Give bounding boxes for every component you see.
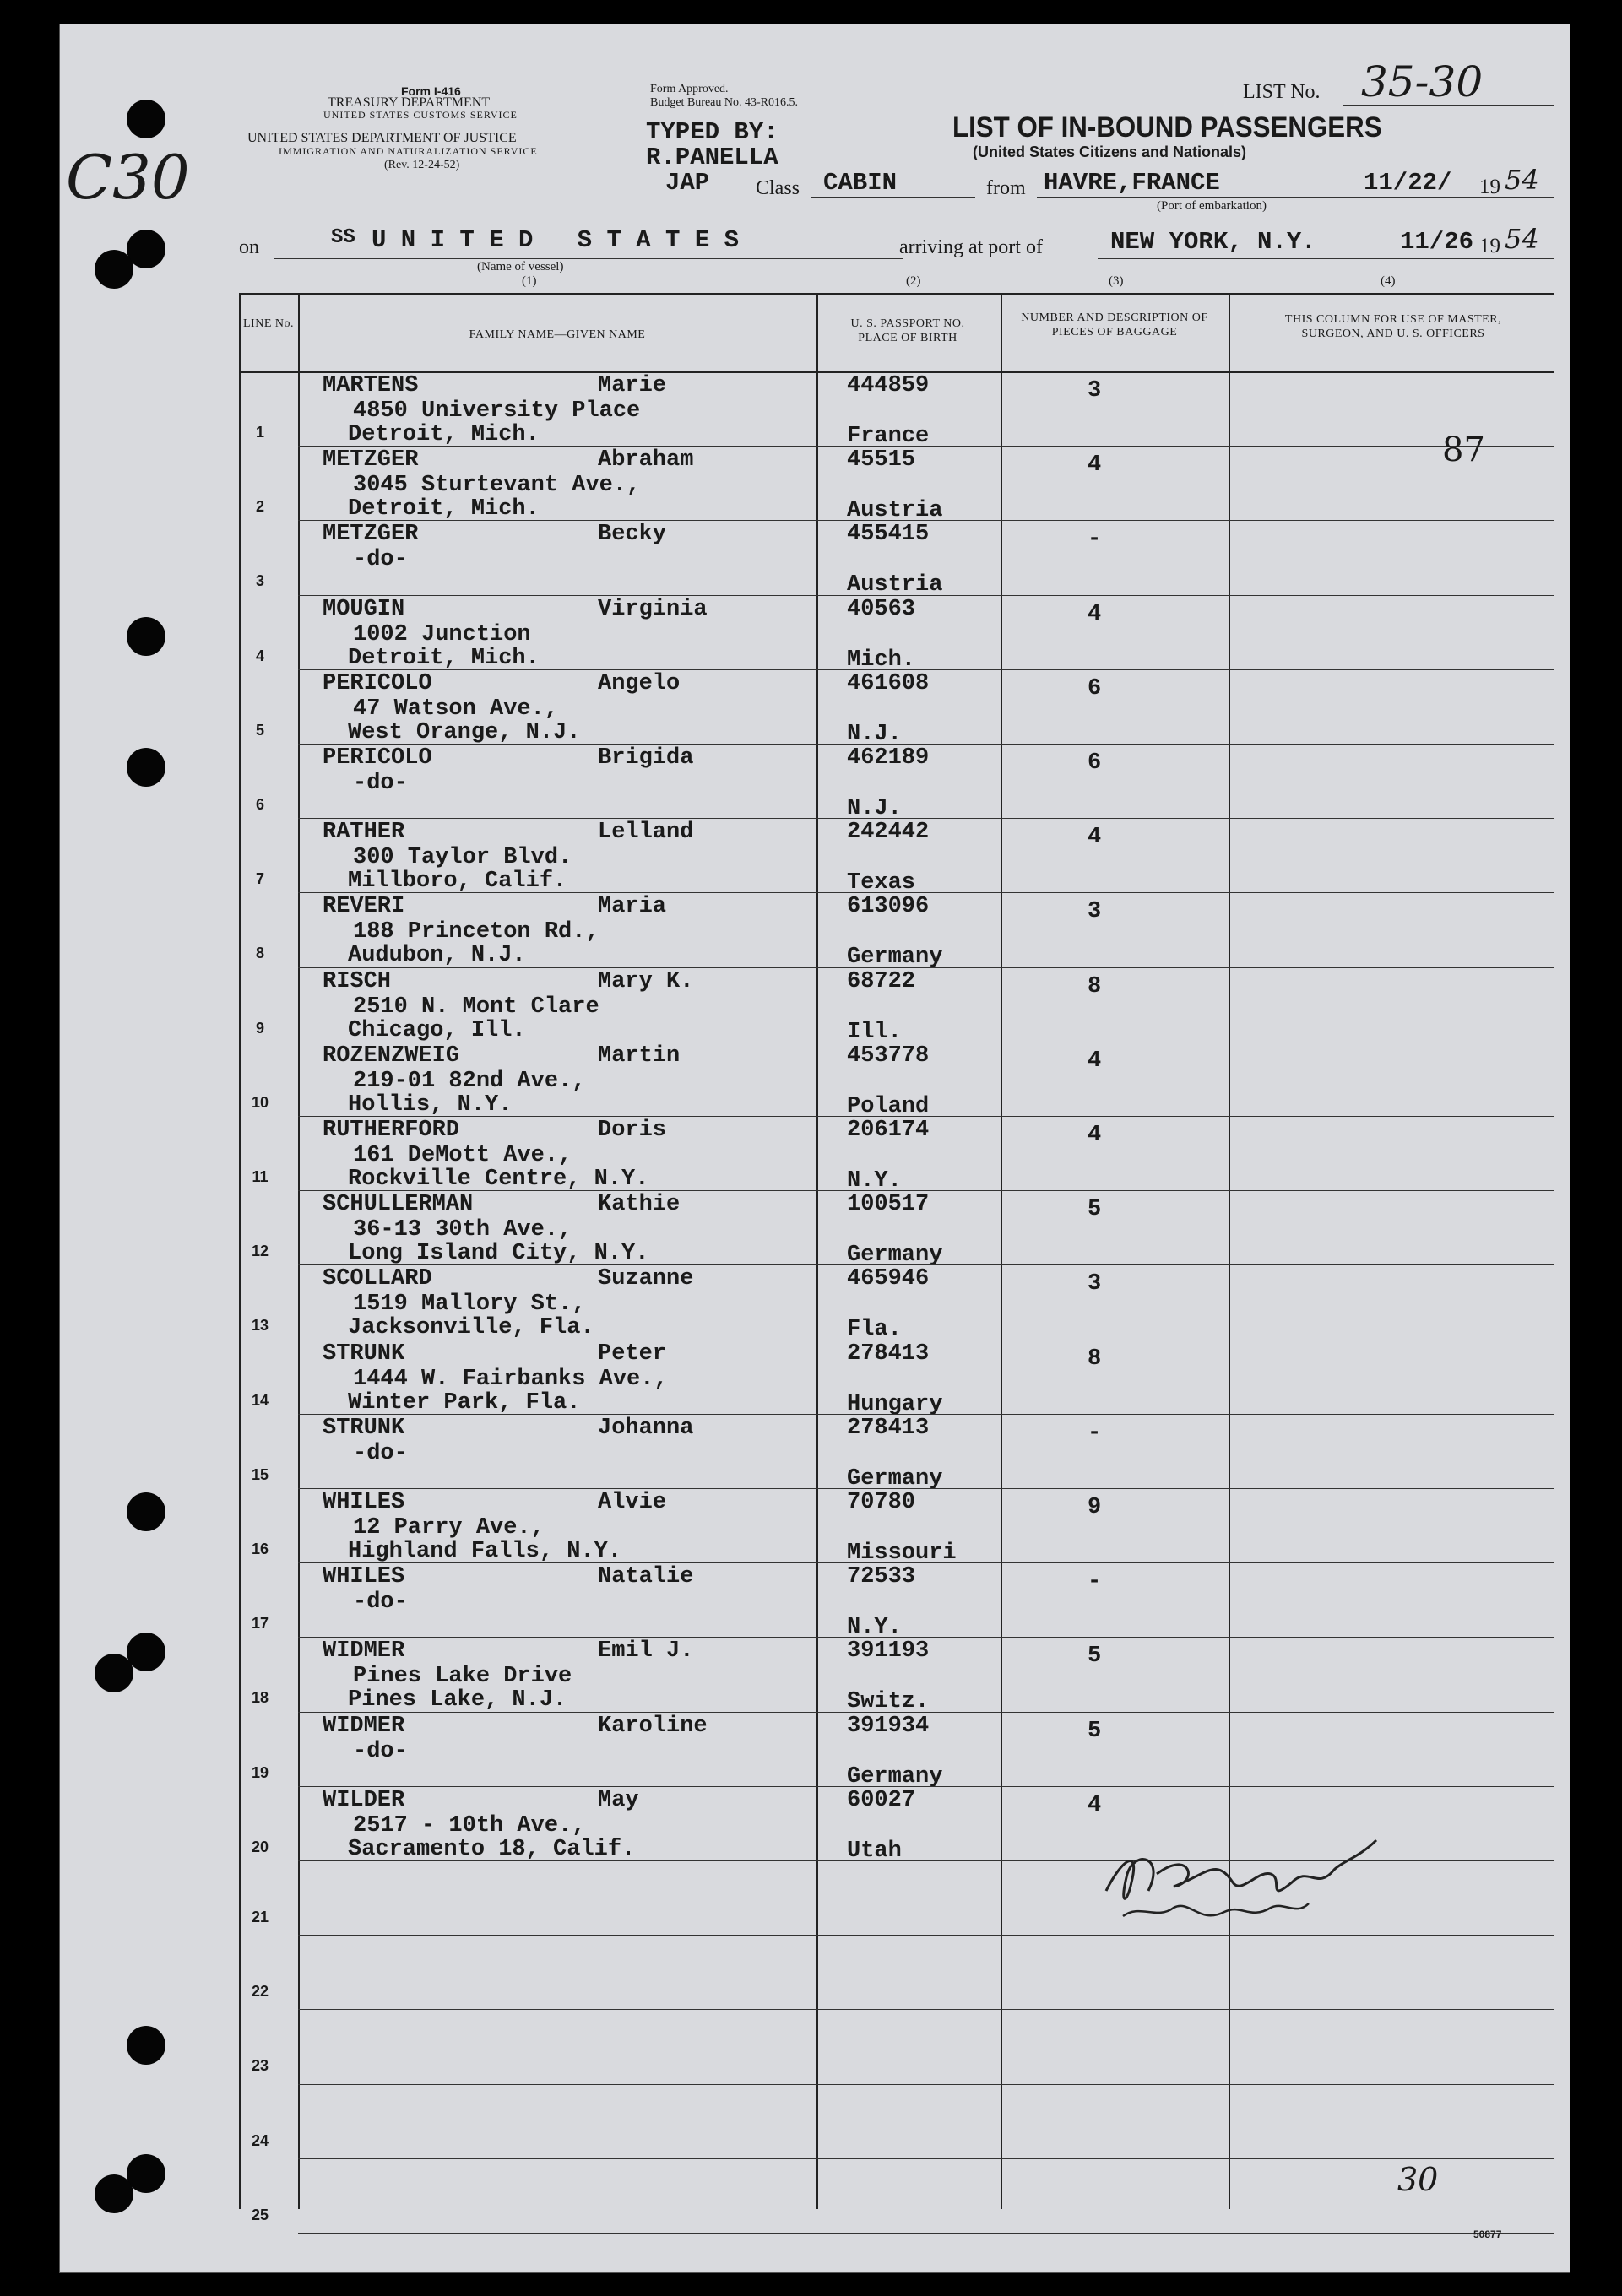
place-of-birth: Texas <box>847 870 916 896</box>
baggage-count: - <box>1088 1569 1102 1595</box>
margin-note: C30 <box>66 142 190 213</box>
table-row <box>0 597 1622 671</box>
given-name: Becky <box>598 522 667 548</box>
place-of-birth: Ill. <box>847 1019 902 1045</box>
table-top <box>239 293 1554 295</box>
address-line-2: Chicago, Ill. <box>348 1017 526 1043</box>
line-number: 22 <box>251 1983 269 2001</box>
from-line <box>1037 197 1554 198</box>
baggage-count: - <box>1088 527 1102 553</box>
family-name: ROZENZWEIG <box>323 1042 460 1069</box>
list-title: LIST OF IN-BOUND PASSENGERS <box>952 111 1382 144</box>
address-line-1: 12 Parry Ave., <box>353 1515 545 1541</box>
line-number: 21 <box>251 1909 269 1925</box>
address-line-1: -do- <box>353 1440 408 1466</box>
table-row <box>0 1564 1622 1641</box>
col-head-baggage: NUMBER AND DESCRIPTION OF PIECES OF BAGGAGE <box>1021 311 1208 338</box>
given-name: Virginia <box>598 596 708 622</box>
address-line-1: 300 Taylor Blvd. <box>353 845 572 871</box>
family-name: WILDER <box>323 1787 405 1813</box>
punch-hole <box>95 250 133 289</box>
table-row <box>0 1638 1622 1713</box>
line-number: 23 <box>251 2057 269 2075</box>
table-row <box>0 745 1622 820</box>
table-row <box>0 2011 1622 2085</box>
table-row <box>0 894 1622 971</box>
address-line-2: Millboro, Calif. <box>348 869 567 895</box>
row-rule <box>298 1637 1554 1638</box>
baggage-count: 4 <box>1088 452 1102 479</box>
line-number: 15 <box>251 1465 269 1483</box>
row-rule <box>298 2009 1554 2010</box>
col-num-3: (3) <box>1109 274 1124 288</box>
address-line-1: Pines Lake Drive <box>353 1664 572 1690</box>
address-line-2: Winter Park, Fla. <box>348 1389 581 1416</box>
line-number: 4 <box>255 647 264 664</box>
embark-year: 54 <box>1505 164 1539 196</box>
row-rule <box>298 818 1554 819</box>
treasury-dept: TREASURY DEPARTMENT <box>328 95 491 110</box>
col-head-name: FAMILY NAME—GIVEN NAME <box>469 328 646 341</box>
col-head-line-no: LINE No. <box>243 317 294 330</box>
family-name: METZGER <box>323 447 419 474</box>
table-row <box>0 447 1622 522</box>
passport-number: 45515 <box>847 447 916 474</box>
list-no-line <box>1343 105 1554 106</box>
family-name: SCHULLERMAN <box>323 1192 474 1218</box>
justice-dept: UNITED STATES DEPARTMENT OF JUSTICE <box>247 131 517 145</box>
given-name: Karoline <box>598 1713 708 1739</box>
baggage-count: 3 <box>1088 378 1102 403</box>
passport-number: 70780 <box>847 1490 916 1515</box>
address-line-1: -do- <box>353 1589 408 1616</box>
port-embark-caption: (Port of embarkation) <box>1157 199 1267 213</box>
table-row <box>0 1341 1622 1416</box>
line-number: 24 <box>251 2131 269 2149</box>
line-number: 7 <box>255 870 264 888</box>
typed-by-name: R.PANELLA <box>646 144 778 171</box>
arrival-year: 54 <box>1505 223 1539 255</box>
line-number: 12 <box>251 1243 269 1260</box>
on-label: on <box>239 236 259 258</box>
address-line-1: 4850 University Place <box>353 398 641 424</box>
passport-number: 391193 <box>847 1638 930 1665</box>
row-rule <box>298 1488 1554 1489</box>
given-name: Peter <box>598 1340 667 1367</box>
family-name: SCOLLARD <box>323 1266 432 1292</box>
arrival-year-prefix: 19 <box>1479 235 1500 257</box>
address-line-2: Audubon, N.J. <box>348 943 526 969</box>
table-row <box>0 1118 1622 1192</box>
address-line-2: Sacramento 18, Calif. <box>348 1836 636 1862</box>
budget-number: Budget Bureau No. 43-R016.5. <box>650 96 798 109</box>
given-name: Mary K. <box>598 968 694 994</box>
baggage-count: 5 <box>1088 1718 1102 1744</box>
ss-label: SS <box>331 226 355 249</box>
line-number: 8 <box>255 945 264 962</box>
row-rule <box>298 1712 1554 1713</box>
family-name: STRUNK <box>323 1415 405 1441</box>
address-line-1: 47 Watson Ave., <box>353 696 559 722</box>
address-line-2: Pines Lake, N.J. <box>348 1687 567 1714</box>
line-number: 6 <box>255 796 264 813</box>
passport-number: 68722 <box>847 968 916 994</box>
given-name: Doris <box>598 1118 667 1143</box>
passport-number: 72533 <box>847 1564 916 1590</box>
footer-code: 50877 <box>1473 2228 1502 2240</box>
row-rule <box>298 446 1554 447</box>
page-mark: 30 <box>1397 2161 1439 2198</box>
row-rule <box>298 669 1554 670</box>
table-row <box>0 373 1622 447</box>
baggage-count: 4 <box>1088 1792 1102 1818</box>
embark-date: 11/22/ <box>1364 169 1452 197</box>
place-of-birth: Fla. <box>847 1317 902 1343</box>
address-line-2: West Orange, N.J. <box>348 719 581 745</box>
typed-by-code: JAP <box>665 169 710 197</box>
line-number: 1 <box>255 424 264 441</box>
passport-number: 465946 <box>847 1266 930 1292</box>
place-of-birth: Germany <box>847 1243 943 1269</box>
address-line-1: 1444 W. Fairbanks Ave., <box>353 1366 668 1392</box>
place-of-birth: Austria <box>847 572 943 598</box>
line-number: 18 <box>251 1689 269 1707</box>
line-number: 16 <box>251 1541 269 1557</box>
address-line-1: 1519 Mallory St., <box>353 1292 586 1318</box>
baggage-count: 4 <box>1088 1123 1102 1148</box>
passport-number: 453778 <box>847 1042 930 1069</box>
address-line-2: Detroit, Mich. <box>348 422 540 447</box>
address-line-2: Hollis, N.Y. <box>348 1091 513 1118</box>
family-name: RISCH <box>323 968 392 994</box>
line-number: 5 <box>255 721 264 739</box>
baggage-count: 4 <box>1088 1048 1102 1074</box>
place-of-birth: Poland <box>847 1093 930 1119</box>
given-name: Natalie <box>598 1564 694 1590</box>
place-of-birth: Switz. <box>847 1689 930 1715</box>
place-of-birth: Germany <box>847 945 943 971</box>
punch-hole <box>127 100 165 138</box>
passport-number: 391934 <box>847 1713 930 1739</box>
line-number: 17 <box>251 1615 269 1633</box>
line-number: 19 <box>251 1763 269 1781</box>
family-name: RATHER <box>323 820 405 846</box>
given-name: Abraham <box>598 447 694 474</box>
table-row <box>0 2086 1622 2160</box>
passport-number: 206174 <box>847 1118 930 1143</box>
table-row <box>0 820 1622 894</box>
col-head-passport: U. S. PASSPORT NO. PLACE OF BIRTH <box>850 317 965 344</box>
table-row <box>0 522 1622 596</box>
family-name: MOUGIN <box>323 596 405 622</box>
passport-number: 40563 <box>847 596 916 622</box>
arriving-label: arriving at port of <box>899 236 1043 258</box>
row-rule <box>298 1414 1554 1415</box>
officer-count: 87 <box>1442 430 1485 469</box>
given-name: Lelland <box>598 820 694 846</box>
col-num-1: (1) <box>522 274 537 288</box>
passport-number: 461608 <box>847 670 930 696</box>
baggage-count: - <box>1088 1420 1102 1446</box>
address-line-2: Detroit, Mich. <box>348 496 540 523</box>
list-no-label: LIST No. <box>1243 81 1321 103</box>
table-row <box>0 1490 1622 1564</box>
baggage-count: 3 <box>1088 899 1102 925</box>
given-name: Martin <box>598 1042 681 1069</box>
arrival-port: NEW YORK, N.Y. <box>1110 228 1316 256</box>
baggage-count: 5 <box>1088 1197 1102 1223</box>
passport-number: 242442 <box>847 820 930 846</box>
inspector-signature <box>1089 1823 1393 1950</box>
address-line-2: Detroit, Mich. <box>348 645 540 671</box>
family-name: WHILES <box>323 1564 405 1590</box>
row-rule <box>298 1264 1554 1265</box>
baggage-count: 8 <box>1088 1346 1102 1372</box>
address-line-1: 3045 Sturtevant Ave., <box>353 473 641 499</box>
row-rule <box>298 595 1554 596</box>
vessel-name: U N I T E D S T A T E S <box>372 226 740 254</box>
line-number: 3 <box>255 572 264 590</box>
passport-number: 462189 <box>847 745 930 771</box>
line-number: 11 <box>252 1168 269 1185</box>
table-row <box>0 1192 1622 1269</box>
line-number: 14 <box>251 1391 269 1409</box>
row-rule <box>298 2233 1554 2234</box>
family-name: PERICOLO <box>323 745 432 771</box>
line-number: 25 <box>251 2206 269 2223</box>
address-line-1: -do- <box>353 1738 408 1764</box>
row-rule <box>298 2084 1554 2085</box>
place-of-birth: France <box>847 424 930 449</box>
table-row <box>0 1714 1622 1788</box>
address-line-1: 188 Princeton Rd., <box>353 919 599 945</box>
form-approval: Form Approved. <box>650 83 729 95</box>
col-num-2: (2) <box>906 274 921 288</box>
address-line-2: Highland Falls, N.Y. <box>348 1539 622 1564</box>
ins-service: IMMIGRATION AND NATURALIZATION SERVICE <box>279 145 538 157</box>
given-name: Alvie <box>598 1490 667 1515</box>
place-of-birth: Mich. <box>847 647 916 673</box>
baggage-count: 9 <box>1088 1495 1102 1520</box>
family-name: STRUNK <box>323 1340 405 1367</box>
address-line-1: 2510 N. Mont Clare <box>353 994 599 1020</box>
given-name: May <box>598 1787 639 1813</box>
place-of-birth: N.Y. <box>847 1615 902 1641</box>
given-name: Brigida <box>598 745 694 771</box>
form-number: Form I-416 <box>401 84 461 98</box>
class-value: CABIN <box>823 169 898 197</box>
row-rule <box>298 744 1554 745</box>
from-value: HAVRE,FRANCE <box>1044 169 1220 197</box>
table-row <box>0 1416 1622 1490</box>
col-head-officers: THIS COLUMN FOR USE OF MASTER, SURGEON, AND U. S. OFFICERS <box>1284 313 1502 340</box>
passport-number: 60027 <box>847 1787 916 1813</box>
line-number: 10 <box>251 1093 269 1111</box>
arrival-date: 11/26 <box>1400 228 1474 256</box>
family-name: WHILES <box>323 1490 405 1515</box>
address-line-2: Rockville Centre, N.Y. <box>348 1167 649 1192</box>
table-row <box>0 2160 1622 2234</box>
vessel-caption: (Name of vessel) <box>477 260 564 273</box>
table-row <box>0 969 1622 1043</box>
family-name: REVERI <box>323 894 405 920</box>
address-line-1: -do- <box>353 771 408 796</box>
table-row <box>0 1266 1622 1343</box>
family-name: WIDMER <box>323 1713 405 1739</box>
row-rule <box>298 520 1554 521</box>
family-name: MARTENS <box>323 373 419 398</box>
place-of-birth: N.J. <box>847 721 902 747</box>
address-line-1: 2517 - 10th Ave., <box>353 1812 586 1838</box>
address-line-2: Jacksonville, Fla. <box>348 1315 594 1341</box>
line-number: 20 <box>251 1838 269 1855</box>
row-rule <box>298 1190 1554 1191</box>
class-label: Class <box>756 177 800 199</box>
address-line-1: 1002 Junction <box>353 621 531 647</box>
passport-number: 100517 <box>847 1192 930 1218</box>
given-name: Johanna <box>598 1415 694 1441</box>
row-rule <box>298 2158 1554 2159</box>
col-num-4: (4) <box>1381 274 1396 288</box>
baggage-count: 5 <box>1088 1643 1102 1670</box>
form-revision: (Rev. 12-24-52) <box>384 159 460 171</box>
table-row <box>0 1043 1622 1118</box>
passport-number: 455415 <box>847 522 930 548</box>
given-name: Maria <box>598 894 667 920</box>
baggage-count: 6 <box>1088 750 1102 776</box>
passport-number: 444859 <box>847 373 930 398</box>
row-rule <box>298 1562 1554 1563</box>
place-of-birth: Germany <box>847 1763 943 1790</box>
table-row <box>0 671 1622 745</box>
place-of-birth: Germany <box>847 1465 943 1492</box>
given-name: Kathie <box>598 1192 681 1218</box>
embark-year-prefix: 19 <box>1479 176 1500 198</box>
family-name: METZGER <box>323 522 419 548</box>
address-line-1: 36-13 30th Ave., <box>353 1217 572 1243</box>
place-of-birth: N.Y. <box>847 1168 902 1194</box>
line-number: 9 <box>255 1019 264 1037</box>
place-of-birth: Missouri <box>847 1541 957 1566</box>
from-label: from <box>986 177 1026 199</box>
line-number: 2 <box>255 498 264 516</box>
given-name: Suzanne <box>598 1266 694 1292</box>
passport-number: 278413 <box>847 1340 930 1367</box>
arrival-line <box>1098 258 1554 259</box>
line-number: 13 <box>251 1317 269 1335</box>
row-rule <box>298 892 1554 893</box>
given-name: Marie <box>598 373 667 398</box>
place-of-birth: Hungary <box>847 1391 943 1417</box>
address-line-1: 219-01 82nd Ave., <box>353 1068 586 1094</box>
address-line-1: -do- <box>353 547 408 573</box>
baggage-count: 4 <box>1088 825 1102 851</box>
address-line-1: 161 DeMott Ave., <box>353 1143 572 1168</box>
passport-number: 278413 <box>847 1415 930 1441</box>
family-name: PERICOLO <box>323 670 432 696</box>
row-rule <box>298 967 1554 968</box>
place-of-birth: Utah <box>847 1838 902 1864</box>
baggage-count: 4 <box>1088 601 1102 627</box>
place-of-birth: Austria <box>847 498 943 524</box>
class-line <box>811 197 975 198</box>
baggage-count: 8 <box>1088 973 1102 999</box>
row-rule <box>298 1786 1554 1787</box>
typed-by-label: TYPED BY: <box>646 118 778 146</box>
family-name: RUTHERFORD <box>323 1118 460 1143</box>
list-subtitle: (United States Citizens and Nationals) <box>973 144 1247 160</box>
given-name: Emil J. <box>598 1638 694 1665</box>
customs-service: UNITED STATES CUSTOMS SERVICE <box>323 109 518 121</box>
passport-number: 613096 <box>847 894 930 920</box>
row-rule <box>298 1116 1554 1117</box>
address-line-2: Long Island City, N.Y. <box>348 1241 649 1267</box>
given-name: Angelo <box>598 670 681 696</box>
list-no-value: 35-30 <box>1361 57 1484 106</box>
family-name: WIDMER <box>323 1638 405 1665</box>
vessel-line <box>274 258 903 259</box>
place-of-birth: N.J. <box>847 796 902 821</box>
baggage-count: 3 <box>1088 1271 1102 1297</box>
baggage-count: 6 <box>1088 675 1102 701</box>
